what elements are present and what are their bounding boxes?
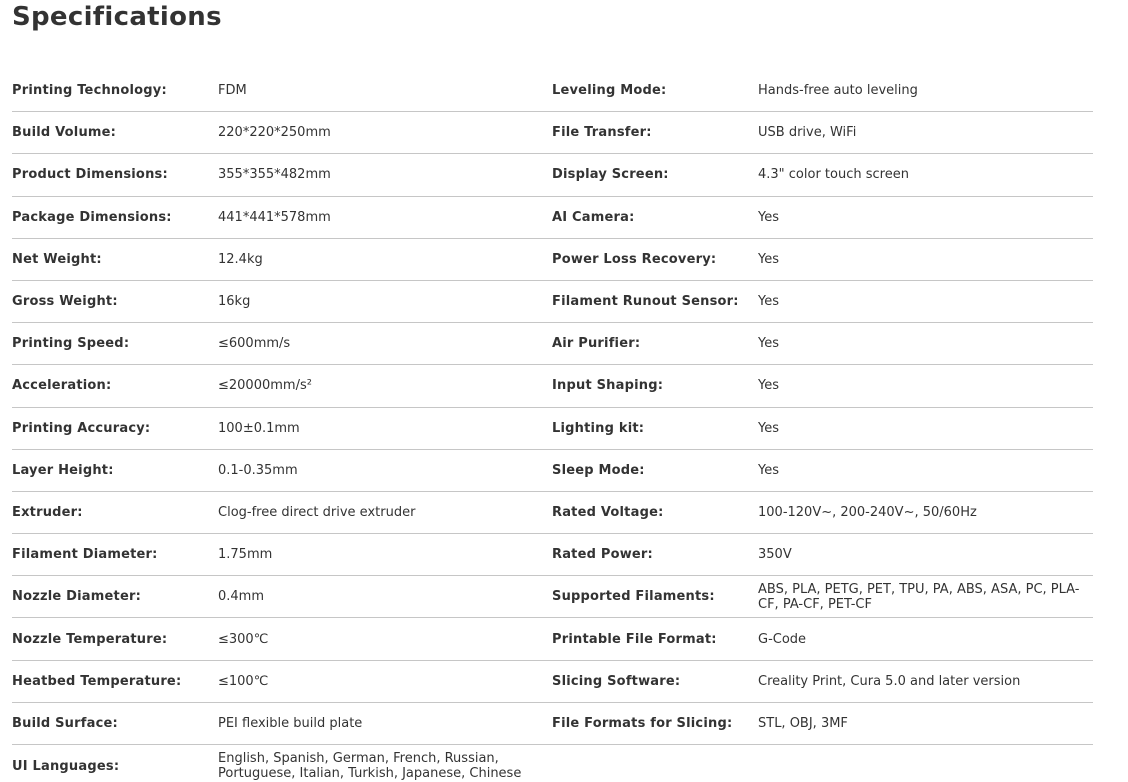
spec-label: Printing Technology: — [12, 83, 167, 99]
spec-row — [12, 450, 1093, 492]
spec-value: 0.1-0.35mm — [218, 462, 298, 478]
spec-label: UI Languages: — [12, 758, 120, 774]
spec-label: Nozzle Temperature: — [12, 631, 168, 647]
spec-label: Acceleration: — [12, 378, 112, 394]
spec-row — [12, 239, 1093, 281]
spec-label: Nozzle Diameter: — [12, 589, 141, 605]
spec-row — [12, 70, 1093, 112]
spec-label: Rated Voltage: — [552, 504, 664, 520]
spec-label: Net Weight: — [12, 251, 102, 267]
spec-label: Build Volume: — [12, 125, 117, 141]
spec-value: 16kg — [218, 294, 251, 310]
spec-value: 100±0.1mm — [218, 420, 300, 436]
spec-row — [12, 154, 1093, 196]
spec-value: ≤20000mm/s² — [218, 378, 312, 394]
spec-value: Yes — [758, 251, 779, 267]
spec-value: ≤300℃ — [218, 631, 269, 647]
spec-value: ≤600mm/s — [218, 336, 291, 352]
spec-label: Sleep Mode: — [552, 462, 645, 478]
spec-value: Yes — [758, 294, 779, 310]
spec-value: FDM — [218, 83, 247, 99]
spec-value: English, Spanish, German, French, Russian, Portuguese, Italian, Turkish, Japanese, Chinese — [218, 751, 522, 782]
spec-value: PEI flexible build plate — [218, 715, 363, 731]
spec-value: STL, OBJ, 3MF — [758, 715, 848, 731]
spec-label: Printable File Format: — [552, 631, 717, 647]
spec-label: Build Surface: — [12, 715, 118, 731]
spec-row — [12, 281, 1093, 323]
spec-value: 12.4kg — [218, 251, 263, 267]
spec-value: 1.75mm — [218, 547, 273, 563]
spec-label: Power Loss Recovery: — [552, 251, 717, 267]
spec-row — [12, 408, 1093, 450]
spec-value: ≤100℃ — [218, 673, 269, 689]
spec-label: Printing Accuracy: — [12, 420, 151, 436]
spec-label: Filament Diameter: — [12, 547, 158, 563]
spec-label: AI Camera: — [552, 209, 635, 225]
spec-value: Hands-free auto leveling — [758, 83, 918, 99]
spec-value: ABS, PLA, PETG, PET, TPU, PA, ABS, ASA, PC, PLA-CF, PA-CF, PET-CF — [758, 581, 1080, 612]
spec-value: 441*441*578mm — [218, 209, 331, 225]
spec-row — [12, 197, 1093, 239]
spec-label: Heatbed Temperature: — [12, 673, 182, 689]
spec-row — [12, 492, 1093, 534]
spec-value: Yes — [758, 336, 779, 352]
spec-value: 350V — [758, 547, 792, 563]
spec-row — [12, 576, 1093, 618]
spec-label: Extruder: — [12, 504, 83, 520]
spec-label: File Formats for Slicing: — [552, 715, 733, 731]
spec-label: Filament Runout Sensor: — [552, 294, 739, 310]
spec-label: Package Dimensions: — [12, 209, 172, 225]
spec-value: Yes — [758, 209, 779, 225]
spec-value: G-Code — [758, 631, 807, 647]
spec-value: Creality Print, Cura 5.0 and later version — [758, 673, 1021, 689]
spec-value: Yes — [758, 420, 779, 436]
spec-row — [12, 703, 1093, 745]
spec-value: Yes — [758, 378, 779, 394]
spec-value: Clog-free direct drive extruder — [218, 504, 416, 520]
spec-row — [12, 323, 1093, 365]
spec-row — [12, 618, 1093, 660]
spec-label: Leveling Mode: — [552, 83, 667, 99]
spec-label: Printing Speed: — [12, 336, 130, 352]
spec-label: Slicing Software: — [552, 673, 681, 689]
spec-label: File Transfer: — [552, 125, 652, 141]
spec-row — [12, 745, 1093, 782]
spec-label: Supported Filaments: — [552, 589, 715, 605]
spec-label: Layer Height: — [12, 462, 114, 478]
spec-row — [12, 112, 1093, 154]
spec-label: Air Purifier: — [552, 336, 641, 352]
spec-label: Product Dimensions: — [12, 167, 168, 183]
page-title: Specifications — [12, 2, 222, 32]
spec-value: 100-120V~, 200-240V~, 50/60Hz — [758, 504, 977, 520]
spec-label: Lighting kit: — [552, 420, 645, 436]
spec-value: 0.4mm — [218, 589, 265, 605]
spec-label: Gross Weight: — [12, 294, 118, 310]
spec-value: 355*355*482mm — [218, 167, 331, 183]
spec-value: Yes — [758, 462, 779, 478]
spec-value: 4.3" color touch screen — [758, 167, 909, 183]
spec-value: 220*220*250mm — [218, 125, 331, 141]
spec-label: Input Shaping: — [552, 378, 664, 394]
spec-table — [12, 70, 1093, 782]
spec-row — [12, 365, 1093, 407]
spec-row — [12, 661, 1093, 703]
spec-label: Display Screen: — [552, 167, 669, 183]
spec-row — [12, 534, 1093, 576]
spec-label: Rated Power: — [552, 547, 653, 563]
spec-value: USB drive, WiFi — [758, 125, 857, 141]
